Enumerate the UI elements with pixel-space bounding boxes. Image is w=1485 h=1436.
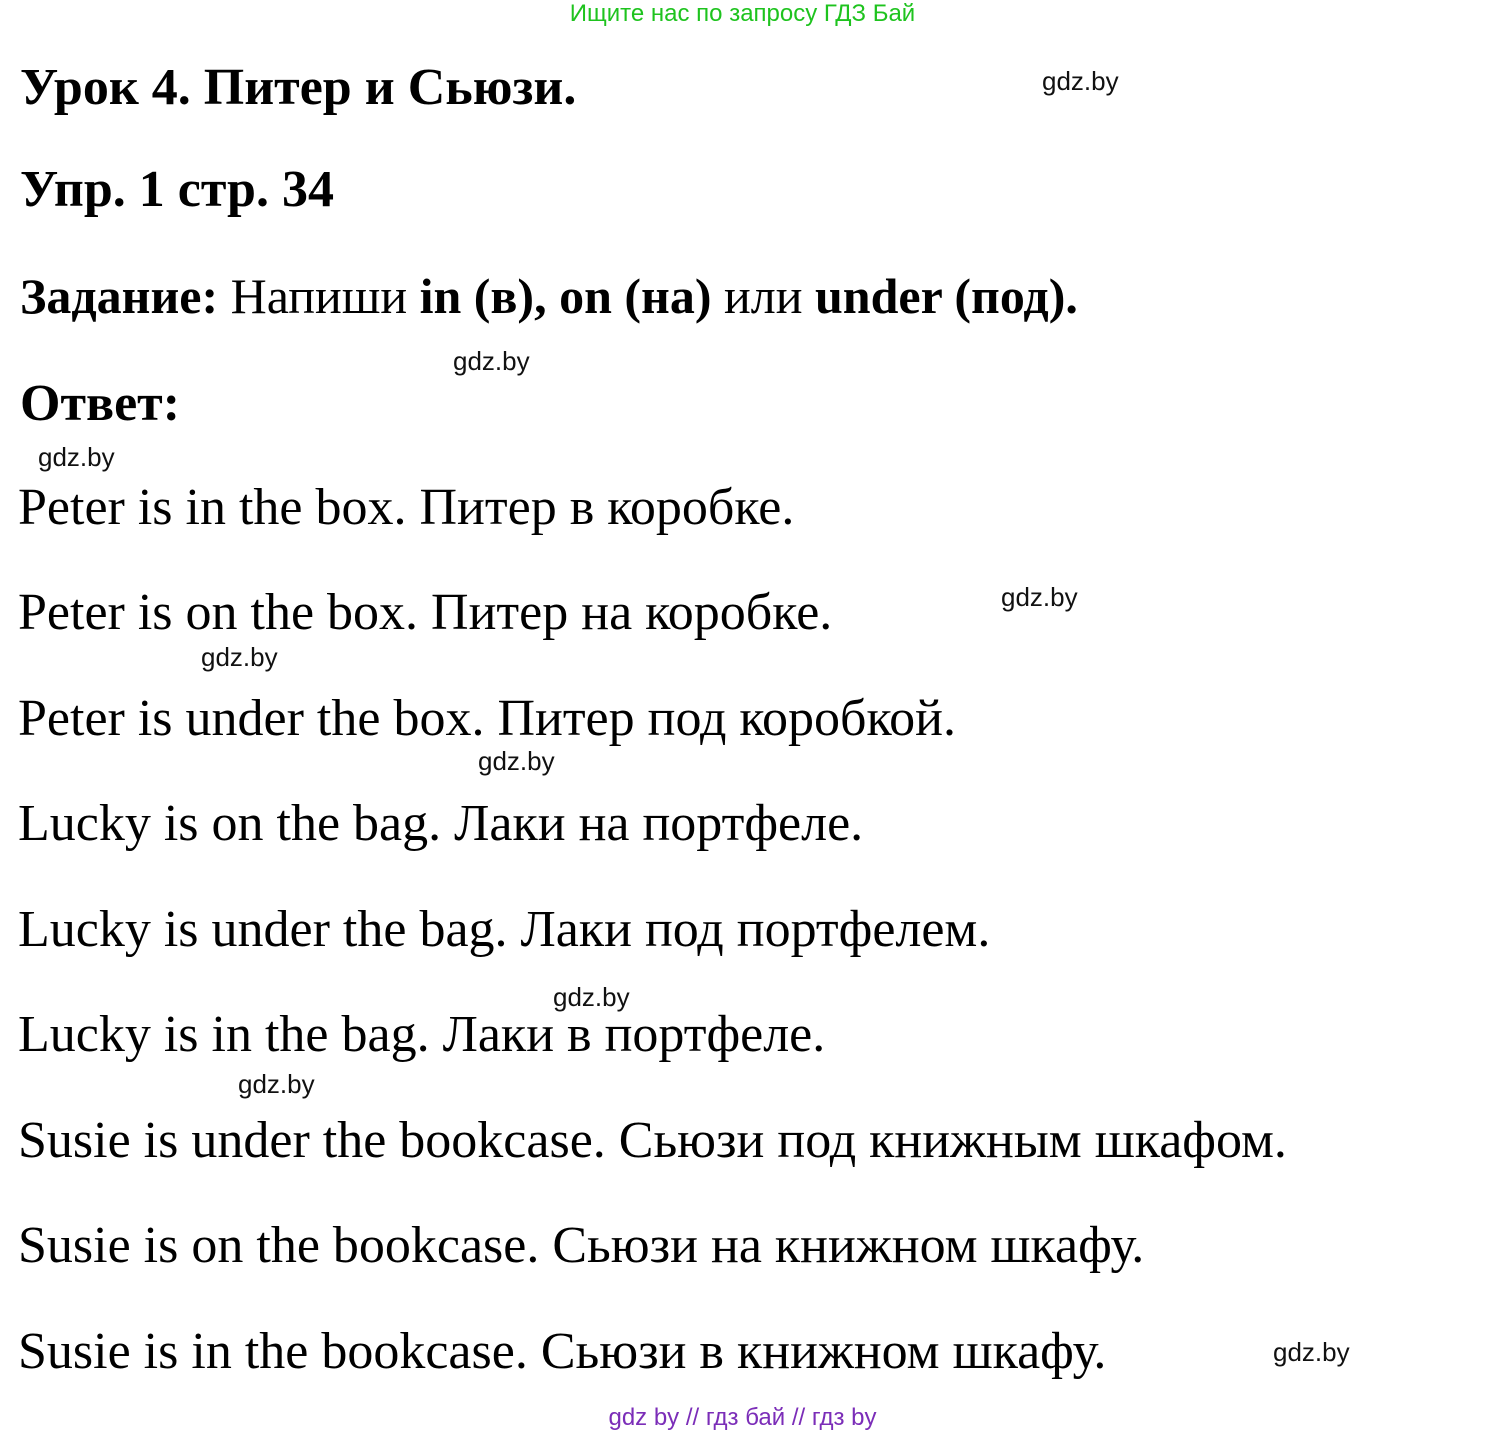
top-banner: Ищите нас по запросу ГДЗ Бай [569,0,916,27]
answer-line: Peter is in the box. Питер в коробке. [18,479,795,536]
task-text-1: Напиши [218,268,420,324]
footer-links: gdz by // гдз бай // гдз by [608,1404,877,1431]
answer-line: Peter is on the box. Питер на коробке. [18,584,833,641]
answer-line: Susie is on the bookcase. Сьюзи на книжном шкафу. [18,1217,1145,1274]
watermark: gdz.by [453,346,530,376]
watermark: gdz.by [38,442,115,472]
task-on: on (на) [559,268,712,324]
answer-line: Lucky is in the bag. Лаки в портфеле. [18,1006,826,1063]
watermark: gdz.by [1001,582,1078,612]
exercise-heading: Упр. 1 стр. 34 [20,161,334,218]
task-label: Задание: [20,268,219,324]
task-in: in (в), [419,268,547,324]
task-sep [547,268,560,324]
lesson-title: Урок 4. Питер и Сьюзи. [20,59,577,116]
task-line [20,266,1078,326]
answer-label: Ответ: [20,375,181,432]
watermark: gdz.by [1273,1337,1350,1367]
answer-line: Lucky is under the bag. Лаки под портфелем. [18,901,991,958]
task-text-2: или [711,268,815,324]
answer-line: Susie is under the bookcase. Сьюзи под книжным шкафом. [18,1112,1287,1169]
watermark: gdz.by [478,746,555,776]
watermark: gdz.by [1042,66,1119,96]
answer-line: Lucky is on the bag. Лаки на портфеле. [18,795,864,852]
watermark: gdz.by [201,642,278,672]
task-under: under (под). [814,268,1078,324]
answer-line: Peter is under the box. Питер под коробкой. [18,690,956,747]
watermark: gdz.by [553,982,630,1012]
answer-line: Susie is in the bookcase. Сьюзи в книжном шкафу. [18,1323,1107,1380]
watermark: gdz.by [238,1069,315,1099]
